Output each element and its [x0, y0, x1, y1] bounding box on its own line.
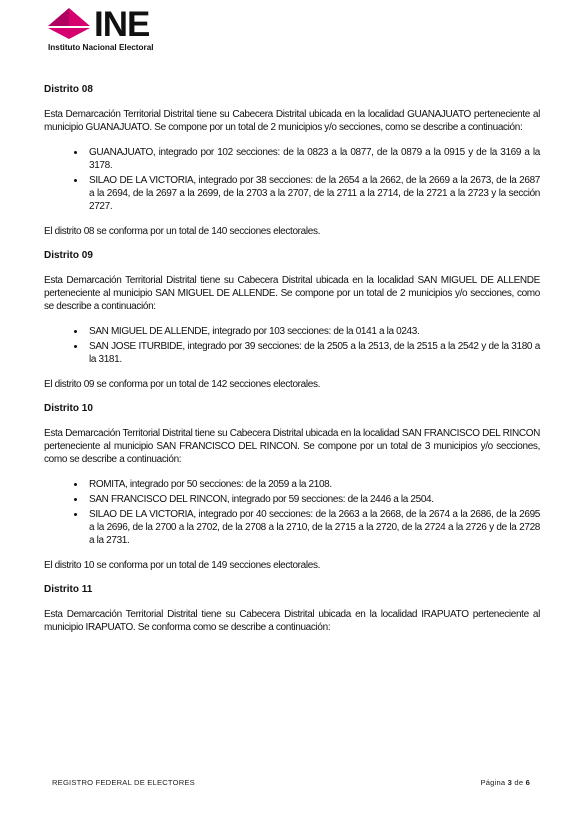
municipio-list: [44, 146, 540, 213]
section-distrito-08: [44, 84, 540, 238]
page-total: 6: [525, 778, 530, 787]
section-distrito-11: [44, 584, 540, 634]
page-footer: [52, 778, 530, 787]
document-body: [44, 84, 540, 646]
ine-logo: [46, 6, 196, 54]
section-distrito-10: [44, 403, 540, 572]
municipio-list: [44, 478, 540, 547]
section-intro: Esta Demarcación Territorial Distrital tiene su Cabecera Distrital ubicada en la localidad IRAPUATO perteneciente al municipio IRAPUATO. Se conforma como se describe a continuación:: [44, 609, 540, 633]
section-summary: El distrito 09 se conforma por un total de 142 secciones electorales.: [44, 379, 321, 390]
list-item: • SILAO DE LA VICTORIA, integrado por 40 secciones: de la 2663 a la 2668, de la 2674 a la 2686, de la 2695 a la 2696, de la 2700 a la 2702, de la 2708 a la 2710, de la 2715 a la 2720, de la 2724 a la 2726 y de la 2728 a la 2731.: [86, 508, 540, 547]
page-prefix: Página: [480, 778, 506, 787]
list-item: • SAN FRANCISCO DEL RINCON, integrado por 59 secciones: de la 2446 a la 2504.: [86, 493, 540, 506]
section-title: Distrito 08: [44, 84, 93, 95]
list-item: • SILAO DE LA VICTORIA, integrado por 38 secciones: de la 2654 a la 2662, de la 2669 a la 2673, de la 2687 a la 2694, de la 2697 a la 2699, de la 2703 a la 2707, de la 2711 a la 2714, de la 2721 a la 2723 y la sección 2727.: [86, 174, 540, 213]
ine-diamond-icon: [46, 6, 92, 40]
section-title: Distrito 11: [44, 584, 93, 595]
page-separator: de: [514, 778, 524, 787]
section-intro: Esta Demarcación Territorial Distrital tiene su Cabecera Distrital ubicada en la localidad GUANAJUATO perteneciente al municipio GUANAJUATO. Se compone por un total de 2 municipios y/o secciones, como se describe a continuación:: [44, 109, 540, 133]
section-summary: El distrito 08 se conforma por un total de 140 secciones electorales.: [44, 226, 321, 237]
section-title: Distrito 10: [44, 403, 93, 414]
section-intro: Esta Demarcación Territorial Distrital tiene su Cabecera Distrital ubicada en la localidad SAN FRANCISCO DEL RINCON perteneciente al municipio SAN FRANCISCO DEL RINCON. Se compone por un total de 3 municipios y/o secciones, como se describe a continuación:: [44, 428, 540, 465]
logo-wordmark: INE: [94, 5, 150, 44]
page-current: 3: [507, 778, 513, 787]
section-distrito-09: [44, 250, 540, 391]
section-summary: El distrito 10 se conforma por un total de 149 secciones electorales.: [44, 560, 321, 571]
logo-subtitle: Instituto Nacional Electoral: [48, 43, 154, 52]
page-number: [480, 778, 530, 787]
footer-label: REGISTRO FEDERAL DE ELECTORES: [52, 778, 195, 787]
list-item: • ROMITA, integrado por 50 secciones: de la 2059 a la 2108.: [86, 478, 540, 491]
section-intro: Esta Demarcación Territorial Distrital tiene su Cabecera Distrital ubicada en la localidad SAN MIGUEL DE ALLENDE perteneciente al municipio SAN MIGUEL DE ALLENDE. Se compone por un total de 2 municipios y/o secciones, como se describe a continuación:: [44, 275, 540, 312]
list-item: • SAN JOSE ITURBIDE, integrado por 39 secciones: de la 2505 a la 2513, de la 2515 a la 2542 y de la 3180 a la 3181.: [86, 340, 540, 366]
list-item: • GUANAJUATO, integrado por 102 secciones: de la 0823 a la 0877, de la 0879 a la 0915 y de la 3169 a la 3178.: [86, 146, 540, 172]
list-item: • SAN MIGUEL DE ALLENDE, integrado por 103 secciones: de la 0141 a la 0243.: [86, 325, 540, 338]
municipio-list: [44, 325, 540, 366]
section-title: Distrito 09: [44, 250, 93, 261]
